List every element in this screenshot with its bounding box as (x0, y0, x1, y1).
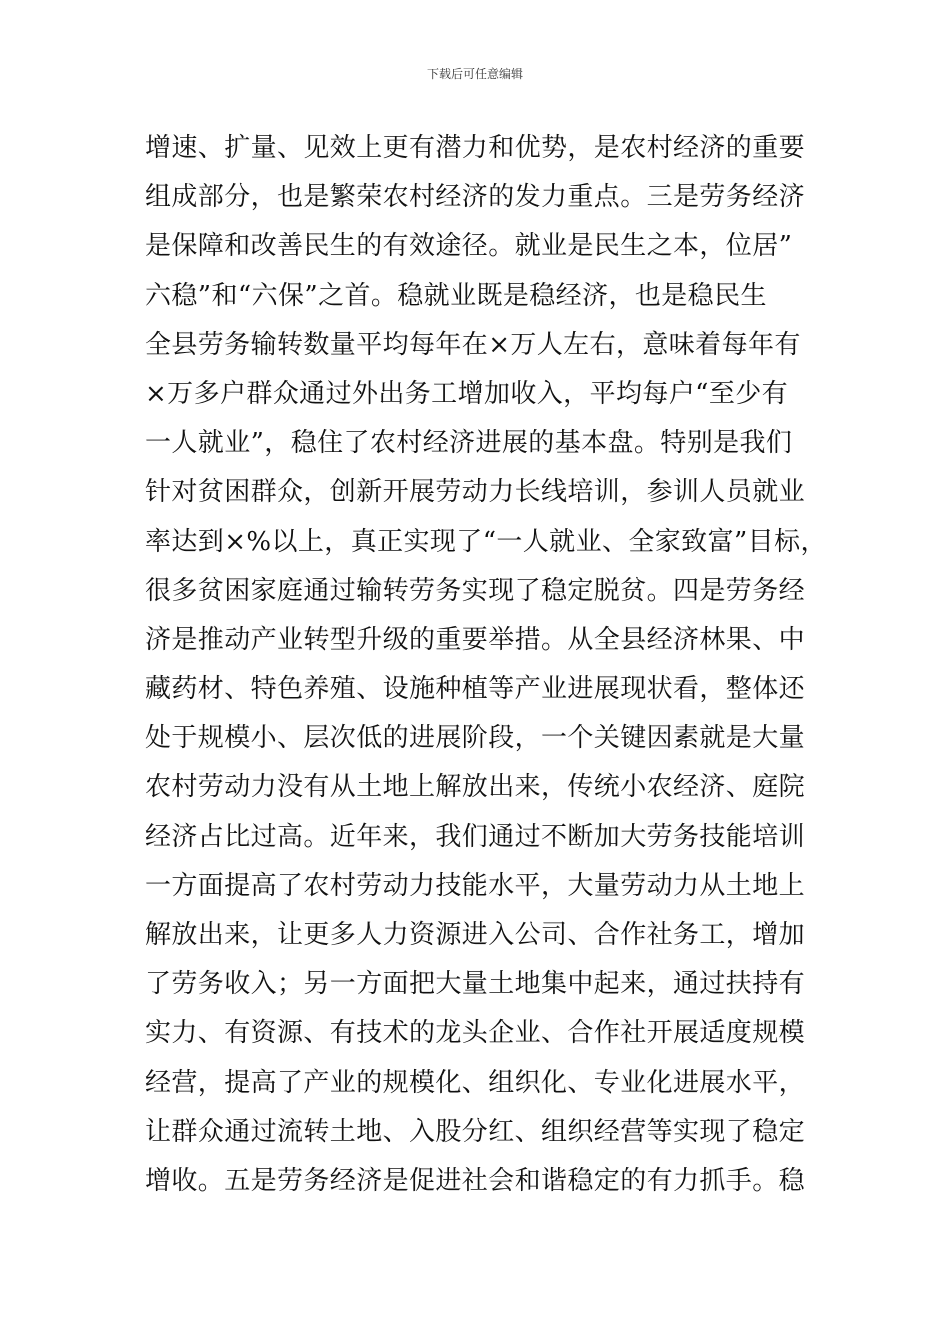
text-line: 济是推动产业转型升级的重要举措。从全县经济林果、中 (145, 624, 806, 655)
text-line: 经济占比过高。近年来，我们通过不断加大劳务技能培训 (145, 821, 806, 852)
text-line: ×万多户群众通过外出务工增加收入，平均每户“至少有 (145, 378, 789, 409)
text-line: 藏药材、特色养殖、设施种植等产业进展现状看，整体还 (145, 674, 806, 705)
text-line: 全县劳务输转数量平均每年在×万人左右，意味着每年有 (145, 329, 801, 360)
text-line: 了劳务收入；另一方面把大量土地集中起来，通过扶持有 (145, 969, 806, 1000)
text-line: 农村劳动力没有从土地上解放出来，传统小农经济、庭院 (145, 772, 806, 803)
text-line: 让群众通过流转土地、入股分红、组织经营等实现了稳定 (145, 1116, 806, 1147)
text-line: 针对贫困群众，创新开展劳动力长线培训，参训人员就业 (145, 477, 806, 508)
text-line: 增速、扩量、见效上更有潜力和优势，是农村经济的重要 (145, 133, 806, 163)
text-line: 解放出来，让更多人力资源进入公司、合作社务工，增加 (145, 920, 806, 950)
text-line: 增收。五是劳务经济是促进社会和谐稳定的有力抓手。稳 (145, 1165, 806, 1196)
text-line: 组成部分，也是繁荣农村经济的发力重点。三是劳务经济 (145, 182, 806, 213)
text-line: 率达到×%以上，真正实现了“一人就业、全家致富”目标， (145, 526, 827, 557)
page-header: 下载后可任意编辑 (426, 67, 523, 81)
text-line: 一方面提高了农村劳动力技能水平，大量劳动力从土地上 (145, 870, 806, 901)
text-line: 一人就业”，稳住了农村经济进展的基本盘。特别是我们 (145, 428, 793, 459)
text-line: 六稳”和“六保”之首。稳就业既是稳经济，也是稳民生 (145, 280, 767, 311)
text-line: 处于规模小、层次低的进展阶段，一个关键因素就是大量 (145, 723, 806, 754)
text-line: 是保障和改善民生的有效途径。就业是民生之本，位居” (145, 231, 793, 262)
document-body (145, 124, 825, 1206)
text-line: 很多贫困家庭通过输转劳务实现了稳定脱贫。四是劳务经 (145, 575, 806, 606)
text-line: 经营，提高了产业的规模化、组织化、专业化进展水平， (145, 1067, 806, 1098)
text-line: 实力、有资源、有技术的龙头企业、合作社开展适度规模 (145, 1018, 806, 1049)
